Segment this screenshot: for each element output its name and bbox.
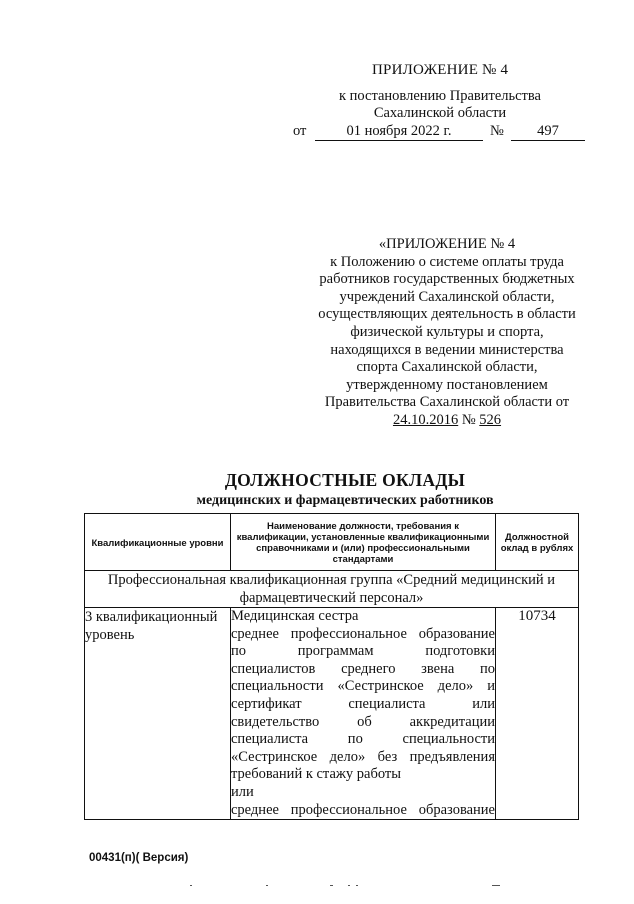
desc-line: Медицинская сестра — [231, 608, 359, 624]
desc-line: специалистов среднего звена по — [231, 660, 495, 677]
table-group-row — [85, 571, 579, 608]
desc-line: «Сестринское дело» без предъявления — [231, 748, 495, 765]
regulation-block — [302, 236, 592, 430]
table-header-row — [85, 514, 579, 571]
regulation-line-1: «ПРИЛОЖЕНИЕ № 4 — [378, 236, 516, 252]
page-title: ДОЛЖНОСТНЫЕ ОКЛАДЫ — [224, 470, 466, 490]
desc-line: требований к стажу работы — [231, 766, 401, 783]
appendix-line-2: Сахалинской области — [373, 105, 507, 121]
desc-line: сертификат специалиста или — [231, 695, 495, 712]
position-description — [231, 608, 496, 820]
regulation-line-10: Правительства Сахалинской области от — [324, 394, 570, 411]
desc-line: среднее профессиональное образование — [231, 625, 495, 642]
qualification-level: 3 квалификационный уровень — [85, 608, 231, 820]
desc-line: или — [231, 783, 254, 800]
desc-line: среднее профессиональное образование — [231, 801, 495, 818]
decree-date: 01 ноября 2022 г. — [315, 123, 483, 141]
appendix-date-row — [293, 123, 593, 141]
document-code: 00431(п)( Версия) — [89, 852, 189, 864]
number-label: № — [490, 123, 504, 139]
page-heading — [60, 470, 630, 509]
decree-number: 497 — [511, 123, 585, 141]
header-position: Наименование должности, требования к квалификации, установленные квалификационными справочниками и (или) профессиональными стандартами — [231, 514, 496, 571]
salary-table — [84, 513, 579, 820]
header-salary: Должностной оклад в рублях — [496, 514, 579, 571]
reference-number: 526 — [479, 411, 502, 428]
scan-artifact — [180, 884, 520, 888]
header-levels: Квалификационные уровни — [85, 514, 231, 571]
regulation-reference — [302, 412, 592, 430]
from-label: от — [293, 123, 307, 139]
desc-line: специальности «Сестринское дело» и — [231, 678, 495, 695]
regulation-line-3: работников государственных бюджетных — [319, 271, 575, 288]
page-subtitle: медицинских и фармацевтических работников — [196, 493, 494, 508]
professional-group: Профессиональная квалификационная группа «Средний медицинский и фармацевтический персонал» — [85, 571, 579, 608]
regulation-line-5: осуществляющих деятельность в области — [318, 306, 576, 323]
appendix-title: ПРИЛОЖЕНИЕ № 4 — [372, 62, 509, 78]
reference-date: 24.10.2016 — [392, 411, 459, 428]
desc-line: по программам подготовки — [231, 643, 495, 660]
table-row — [85, 608, 579, 820]
regulation-line-4: учреждений Сахалинской области, — [339, 288, 555, 305]
regulation-line-7: находящихся в ведении министерства — [330, 341, 564, 358]
regulation-line-8: спорта Сахалинской области, — [356, 359, 538, 376]
desc-line: свидетельство об аккредитации — [231, 713, 495, 730]
regulation-line-9: утвержденному постановлением — [346, 376, 548, 393]
regulation-line-6: физической культуры и спорта, — [350, 323, 544, 340]
salary-amount: 10734 — [496, 608, 579, 820]
reference-number-label: № — [461, 411, 476, 428]
desc-line: специалиста по специальности — [231, 731, 495, 748]
appendix-line-1: к постановлению Правительства — [339, 88, 541, 104]
regulation-line-2: к Положению о системе оплаты труда — [330, 253, 564, 270]
